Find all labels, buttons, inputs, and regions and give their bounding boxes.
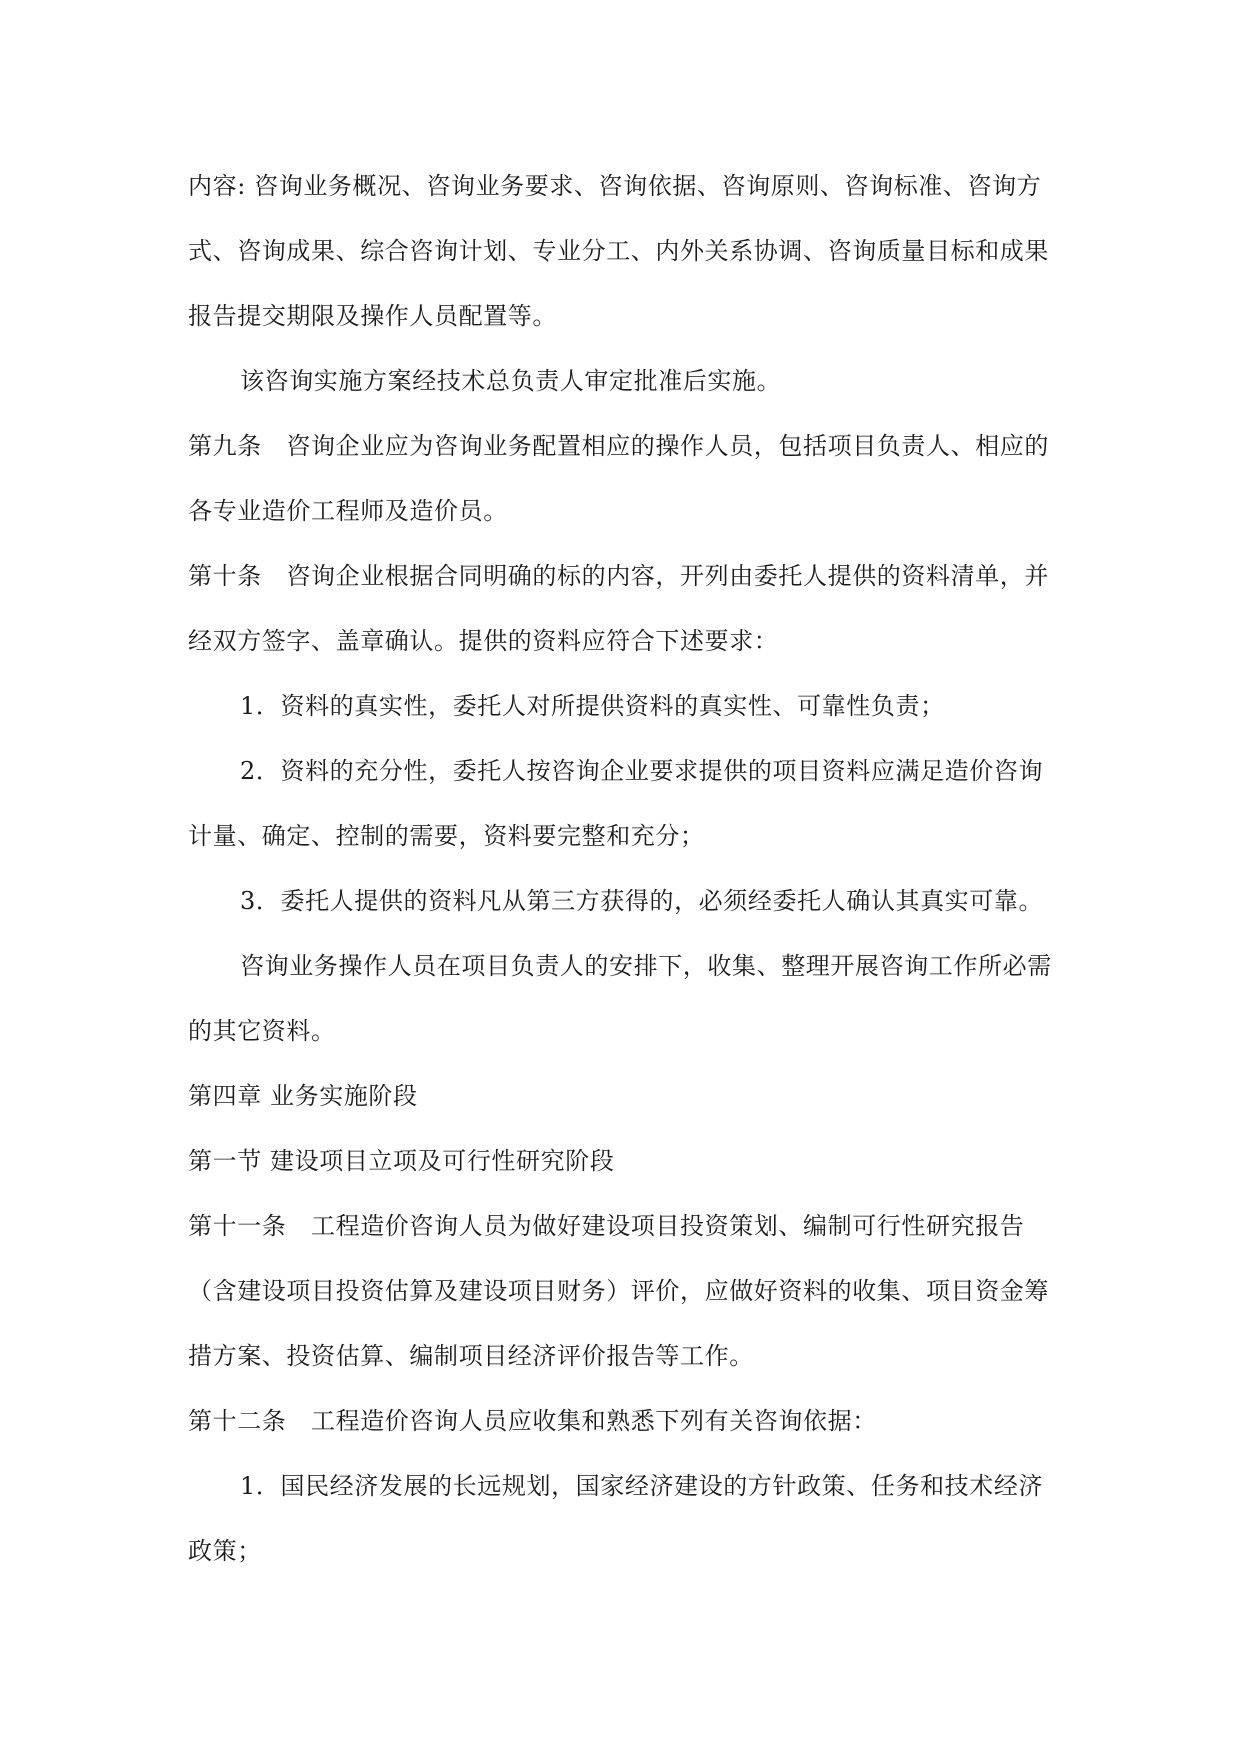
- text-line: 经双方签字、盖章确认。提供的资料应符合下述要求：: [188, 627, 779, 655]
- article-12-line: 第十二条 工程造价咨询人员应收集和熟悉下列有关咨询依据：: [188, 1407, 877, 1435]
- list-item-line: 3．委托人提供的资料凡从第三方获得的，必须经委托人确认其真实可靠。: [240, 887, 1044, 915]
- article-9-line: 第九条 咨询企业应为咨询业务配置相应的操作人员，包括项目负责人、相应的: [188, 432, 1049, 460]
- article-11-line: 第十一条 工程造价咨询人员为做好建设项目投资策划、编制可行性研究报告: [188, 1212, 1025, 1240]
- text-line: （含建设项目投资估算及建设项目财务）评价，应做好资料的收集、项目资金筹: [188, 1277, 1049, 1305]
- text-line: 咨询业务操作人员在项目负责人的安排下，收集、整理开展咨询工作所必需: [240, 952, 1052, 980]
- text-line: 措方案、投资估算、编制项目经济评价报告等工作。: [188, 1342, 754, 1370]
- section-heading: 第一节 建设项目立项及可行性研究阶段: [188, 1147, 615, 1175]
- text-line: 内容: 咨询业务概况、咨询业务要求、咨询依据、咨询原则、咨询标准、咨询方: [188, 172, 1042, 200]
- document-body: [188, 154, 1068, 1584]
- text-line: 的其它资料。: [188, 1017, 336, 1045]
- text-line: 计量、确定、控制的需要，资料要完整和充分；: [188, 822, 705, 850]
- text-line: 政策；: [188, 1537, 262, 1565]
- text-line: 式、咨询成果、综合咨询计划、专业分工、内外关系协调、咨询质量目标和成果: [188, 237, 1049, 265]
- chapter-heading: 第四章 业务实施阶段: [188, 1082, 418, 1110]
- text-line: 该咨询实施方案经技术总负责人审定批准后实施。: [240, 367, 782, 395]
- list-item-line: 2．资料的充分性，委托人按咨询企业要求提供的项目资料应满足造价咨询: [240, 757, 1044, 785]
- text-line: 报告提交期限及操作人员配置等。: [188, 302, 557, 330]
- list-item-line: 1．国民经济发展的长远规划，国家经济建设的方针政策、任务和技术经济: [240, 1472, 1044, 1500]
- article-10-line: 第十条 咨询企业根据合同明确的标的内容，开列由委托人提供的资料清单，并: [188, 562, 1049, 590]
- text-line: 各专业造价工程师及造价员。: [188, 497, 508, 525]
- list-item-line: 1．资料的真实性，委托人对所提供资料的真实性、可靠性负责；: [240, 692, 945, 720]
